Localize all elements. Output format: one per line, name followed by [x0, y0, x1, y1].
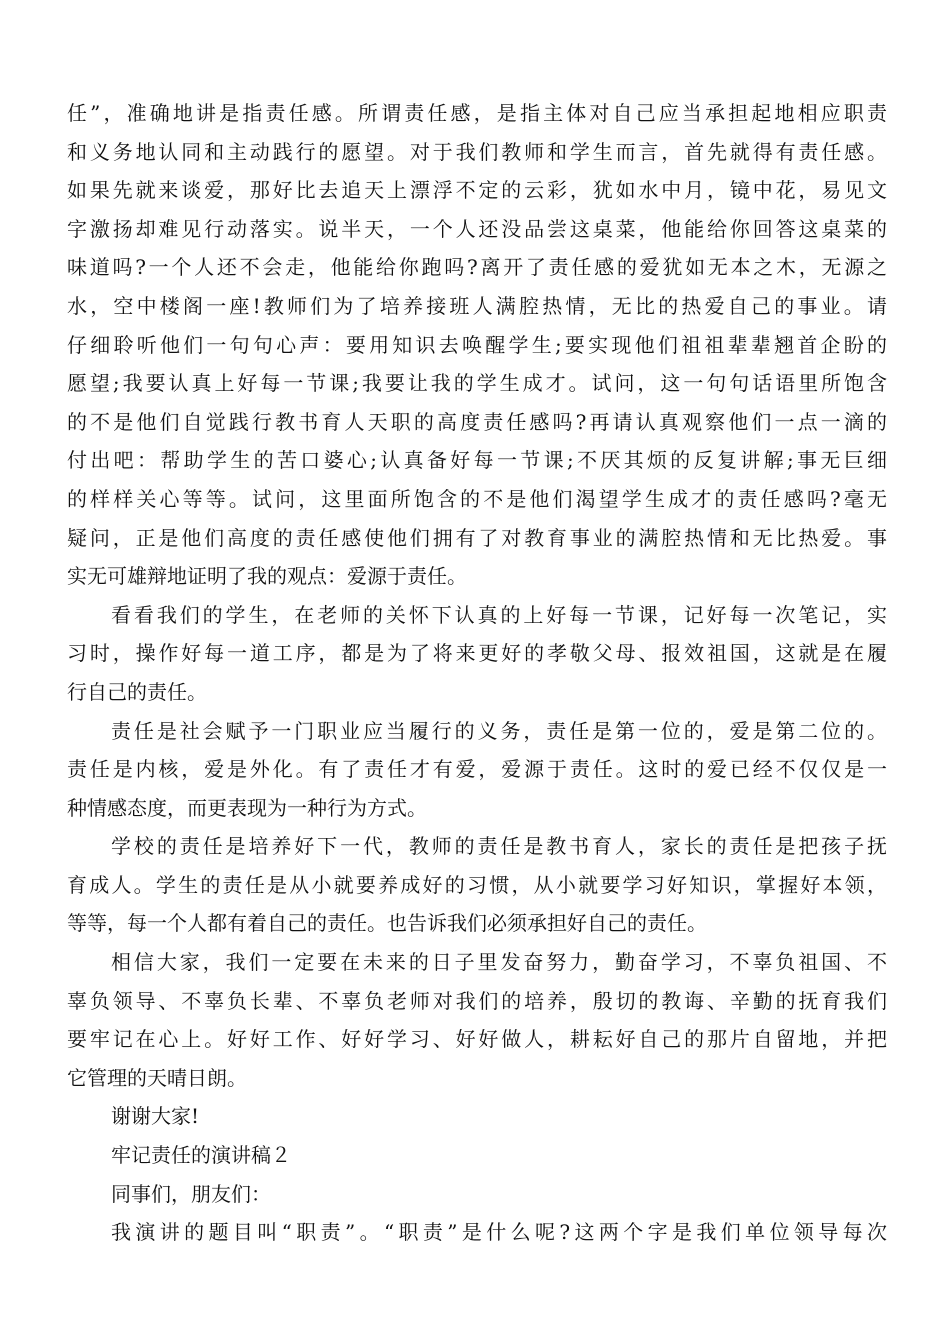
text-line: 种情感态度，而更表现为一种行为方式。 — [67, 795, 427, 820]
text-line: 和义务地认同和主动践行的愿望。对于我们教师和学生而言，首先就得有责任感。 — [67, 139, 887, 164]
text-line: 的样样关心等等。试问，这里面所饱含的不是他们渴望学生成才的责任感吗?毫无 — [67, 486, 887, 511]
text-line: 行自己的责任。 — [67, 679, 207, 704]
paragraph-first-line: 看看我们的学生，在老师的关怀下认真的上好每一节课，记好每一次笔记，实 — [111, 602, 887, 627]
text-line: 的不是他们自觉践行教书育人天职的高度责任感吗?再请认真观察他们一点一滴的 — [67, 409, 887, 434]
text-line: 任”，准确地讲是指责任感。所谓责任感，是指主体对自己应当承担起地相应职责 — [67, 101, 887, 125]
closing-line: 谢谢大家! — [111, 1104, 200, 1129]
text-line: 味道吗?一个人还不会走，他能给你跑吗?离开了责任感的爱犹如无本之木，无源之 — [67, 255, 887, 280]
text-line: 如果先就来谈爱，那好比去追天上漂浮不定的云彩，犹如水中月，镜中花，易见文 — [67, 178, 887, 203]
text-line: 责任是内核，爱是外化。有了责任才有爱，爱源于责任。这时的爱已经不仅仅是一 — [67, 757, 887, 782]
paragraph-first-line: 学校的责任是培养好下一代，教师的责任是教书育人，家长的责任是把孩子抚 — [111, 834, 887, 859]
text-line: 习时，操作好每一道工序，都是为了将来更好的孝敬父母、报效祖国，这就是在履 — [67, 641, 887, 666]
text-line: 水，空中楼阁一座!教师们为了培养接班人满腔热情，无比的热爱自己的事业。请 — [67, 293, 887, 318]
text-line: 疑问，正是他们高度的责任感使他们拥有了对教育事业的满腔热情和无比热爱。事 — [67, 525, 887, 550]
text-line: 它管理的天晴日朗。 — [67, 1065, 247, 1090]
text-line: 仔细聆听他们一句句心声：要用知识去唤醒学生;要实现他们祖祖辈辈翘首企盼的 — [67, 332, 887, 357]
paragraph-first-line: 相信大家，我们一定要在未来的日子里发奋努力，勤奋学习，不辜负祖国、不 — [111, 950, 887, 975]
text-line: 要牢记在心上。好好工作、好好学习、好好做人，耕耘好自己的那片自留地，并把 — [67, 1027, 887, 1052]
text-line: 辜负领导、不辜负长辈、不辜负老师对我们的培养，殷切的教诲、辛勤的抚育我们 — [67, 988, 887, 1013]
text-line: 等等，每一个人都有着自己的责任。也告诉我们必须承担好自己的责任。 — [67, 911, 707, 936]
document-body — [67, 94, 887, 1252]
text-line: 实无可雄辩地证明了我的观点：爱源于责任。 — [67, 564, 467, 589]
salutation-line: 同事们，朋友们： — [111, 1181, 271, 1206]
text-line: 愿望;我要认真上好每一节课;我要让我的学生成才。试问，这一句句话语里所饱含 — [67, 371, 887, 396]
section-title: 牢记责任的演讲稿２ — [111, 1143, 291, 1168]
text-line: 字激扬却难见行动落实。说半天，一个人还没品尝这桌菜，他能给你回答这桌菜的 — [67, 216, 887, 241]
text-line: 付出吧：帮助学生的苦口婆心;认真备好每一节课;不厌其烦的反复讲解;事无巨细 — [67, 448, 887, 473]
paragraph-first-line: 我演讲的题目叫“职责”。“职责”是什么呢?这两个字是我们单位领导每次 — [111, 1220, 887, 1245]
paragraph-first-line: 责任是社会赋予一门职业应当履行的义务，责任是第一位的，爱是第二位的。 — [111, 718, 887, 743]
text-line: 育成人。学生的责任是从小就要养成好的习惯，从小就要学习好知识，掌握好本领， — [67, 872, 887, 897]
